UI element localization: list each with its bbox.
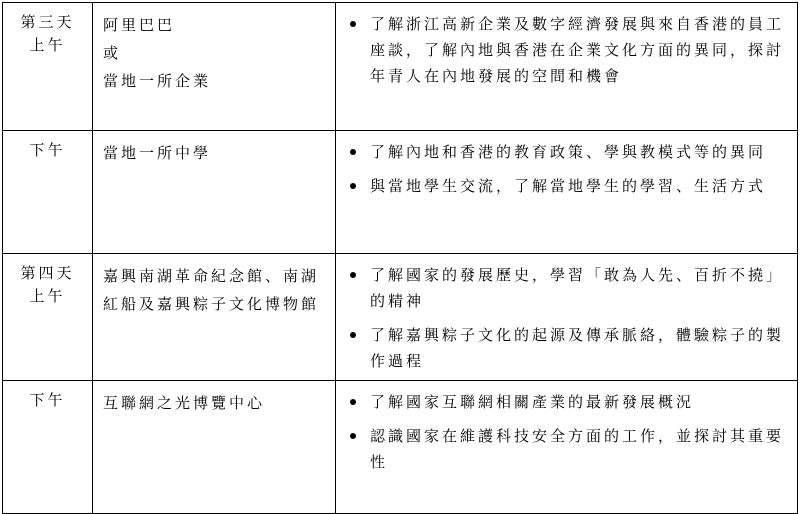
objective-text: 與當地學生交流，了解當地學生的學習、生活方式 [370,177,767,195]
bullet-icon [350,272,356,278]
venue-cell [93,131,336,254]
venue-cell [93,381,336,514]
session-label: 上午 [29,36,66,54]
objective-item [340,423,787,475]
time-cell [3,131,93,254]
session-label: 下午 [29,391,66,409]
objectives-cell [336,3,798,131]
objective-item [340,389,787,415]
objective-text: 了解內地和香港的教育政策、學與教模式等的異同 [370,143,767,161]
table-row [3,3,798,131]
table-row [3,131,798,254]
table-row [3,254,798,381]
day-label: 第三天 [20,13,75,31]
bullet-icon [350,433,356,439]
table-row [3,381,798,514]
objective-text: 認識國家在維護科技安全方面的工作，並探討其重要性 [370,427,785,471]
bullet-icon [350,399,356,405]
session-label: 上午 [29,287,66,305]
bullet-icon [350,149,356,155]
objective-text: 了解嘉興粽子文化的起源及傳承脈絡，體驗粽子的製作過程 [370,326,785,370]
objectives-list [340,11,787,89]
objectives-cell [336,381,798,514]
objectives-list [340,262,787,374]
time-cell [3,3,93,131]
venue-cell [93,3,336,131]
objective-text: 了解浙江高新企業及數字經濟發展與來自香港的員工座談，了解內地與香港在企業文化方面的異同，探討年青人在內地發展的空間和機會 [370,15,785,85]
objective-item [340,11,787,89]
venue-text: 當地一所企業 [103,72,212,90]
bullet-icon [350,183,356,189]
day-label: 第四天 [20,264,75,282]
objective-item [340,173,787,199]
bullet-icon [350,21,356,27]
objectives-list [340,139,787,199]
objective-text: 了解國家的發展歷史，學習「敢為人先、百折不撓」的精神 [370,266,785,310]
venue-text: 或 [103,44,122,62]
venue-cell [93,254,336,381]
time-cell [3,254,93,381]
objective-item [340,262,787,314]
venue-text: 阿里巴巴 [103,16,176,34]
venue-text: 嘉興南湖革命紀念館、南湖紅船及嘉興粽子文化博物館 [103,267,320,313]
objectives-cell [336,254,798,381]
itinerary-table [2,2,798,514]
objective-text: 了解國家互聯網相關產業的最新發展概況 [370,393,695,411]
objective-item [340,322,787,374]
bullet-icon [350,332,356,338]
session-label: 下午 [29,141,66,159]
objectives-list [340,389,787,475]
venue-text: 當地一所中學 [103,144,212,162]
venue-text: 互聯網之光博覽中心 [103,394,266,412]
objective-item [340,139,787,165]
objectives-cell [336,131,798,254]
time-cell [3,381,93,514]
